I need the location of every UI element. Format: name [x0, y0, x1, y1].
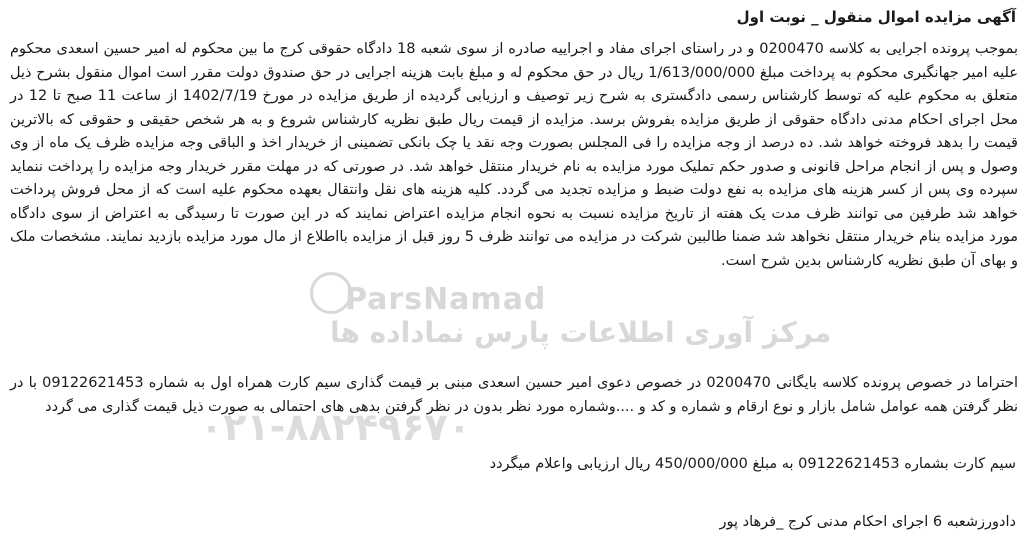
expert-opinion: احتراما در خصوص پرونده کلاسه بایگانی 0200470 در خصوص دعوی امیر حسین اسعدی مبنی بر قیمت گذاری سیم کارت همراه اول به شماره 09122621453 با در نظر گرفتن همه عوامل شامل بازار و نوع ارقام و شماره و کد و ....وشماره مورد نظر بدون در نظر گرفتن بدهی های احتمالی به صورت ذیل قیمت گذاری می گردد [10, 375, 1018, 415]
watermark-phone: ۰۲۱-۸۸۲۴۹۶۷۰ [200, 405, 471, 449]
watermark-brand: ParsNamad [345, 282, 547, 317]
notice-body: بموجب پرونده اجرایی به کلاسه 0200470 و در راستای اجرای مفاد و اجراییه صادره از سوی شعبه 18 دادگاه حقوقی کرج ما بین محکوم له امیر حسین اسعدی محکوم علیه امیر جهانگیری محکوم به پرداخت مبلغ 1/613/000/000 ریال در حق محکوم له و مبلغ بابت هزینه اجرایی در حق صندوق دولت مقرر است اموال منقول بشرح ذیل متعلق به محکوم علیه که توسط کارشناس رسمی دادگستری به شرح زیر توصیف و ارزیابی گردیده از طریق مزایده در مورخ 1402/7/19 از ساعت 11 صبح تا 12 در محل اجرای احکام مدنی دادگاه حقوقی از طریق مزایده بفروش برسد. مزایده از قیمت ریال طبق نظریه کارشناس شروع و به هر شخص حقیقی و حقوقی که بالاترین قیمت را بدهد فروخته خواهد شد. ده درصد از وجه مزایده را فی المجلس بصورت وجه نقد یا چک بانکی تضمینی از خریدار اخذ و الباقی وجه مزایده ظرف یک ماه از وی وصول و پس از انجام مراحل قانونی و صدور حکم تملیک مورد مزایده به نام خریدار منتقل خواهد شد. در صورتی که در مهلت مقرر خریدار وجه مزایده را پرداخت ننماید سپرده وی پس از کسر هزینه های مزایده به نفع دولت ضبط و مزایده تجدید می گردد. کلیه هزینه های نقل وانتقال بعهده محکوم علیه است که از محل فروش پرداخت خواهد شد طرفین می توانند ظرف مدت یک هفته از تاریخ مزایده نسبت به نحوه انجام مزایده اعتراض نمایند که در این صورت تا رسیدگی به اعتراض از سوی دادگاه مورد مزایده بنام خریدار منتقل نخواهد شد ضمنا طالبین شرکت در مزایده می توانند ظرف 5 روز قبل از مزایده بااطلاع از مال مورد مزایده بازدید نمایند. مشخصات ملک و بهای آن طبق نظریه کارشناس بدین شرح است. [10, 41, 1019, 269]
signature-line: دادورزشعبه 6 اجرای احکام مدنی کرج _فرهاد پور [719, 514, 1016, 530]
valuation-line: سیم کارت بشماره 09122621453 به مبلغ 450/000/000 ریال ارزیابی واعلام میگردد [489, 456, 1016, 472]
notice-title: آگهی مزایده اموال منقول _ نوبت اول [736, 8, 1016, 26]
watermark-center-name: مرکز آوری اطلاعات پارس نماداده ها [330, 316, 832, 349]
watermark-logo-icon [310, 272, 352, 314]
